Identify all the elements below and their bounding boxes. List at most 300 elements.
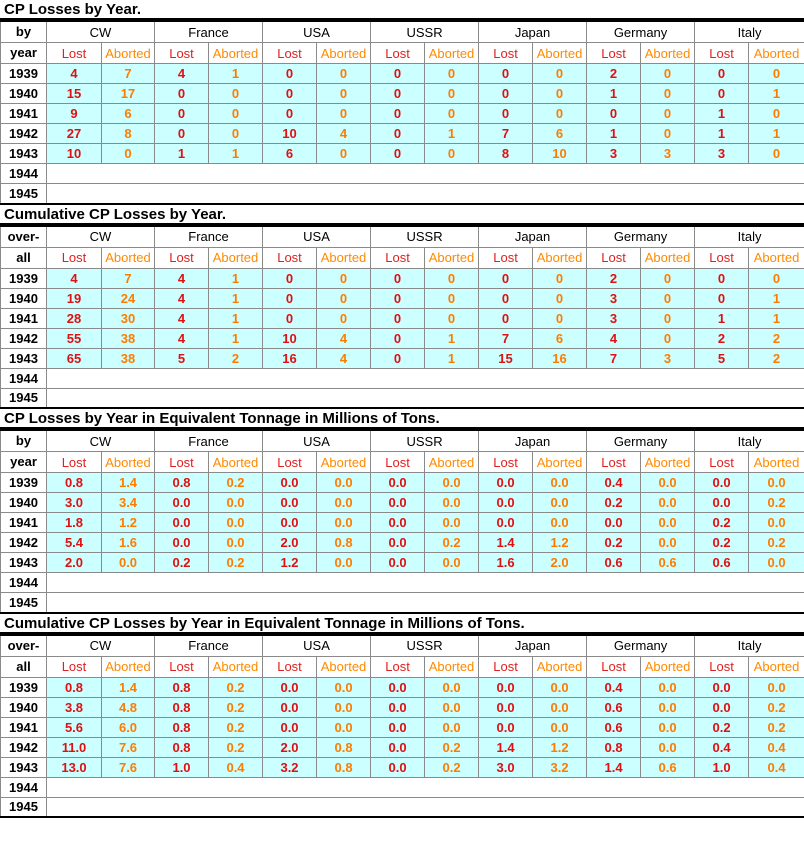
aborted-value: 0.0: [425, 493, 479, 513]
year-row: [1, 717, 804, 737]
aborted-value: 0: [317, 268, 371, 288]
year-row: [1, 288, 804, 308]
aborted-value: 0: [425, 64, 479, 84]
lost-value: 0.0: [479, 717, 533, 737]
lost-value: 0.0: [371, 553, 425, 573]
lost-value: 10: [263, 124, 317, 144]
aborted-value: 0.0: [317, 677, 371, 697]
lost-value: 55: [47, 328, 102, 348]
empty-year-cells: [47, 797, 804, 817]
lost-value: 10: [263, 328, 317, 348]
country-header: USSR: [371, 635, 479, 657]
aborted-value: 0.0: [533, 513, 587, 533]
aborted-subheader: Aborted: [425, 452, 479, 473]
lost-value: 0.0: [371, 473, 425, 493]
country-header: USSR: [371, 430, 479, 452]
aborted-subheader: Aborted: [641, 43, 695, 64]
aborted-value: 0.4: [749, 757, 804, 777]
aborted-value: 0.4: [209, 757, 263, 777]
year-label: 1941: [1, 308, 47, 328]
country-header: Italy: [695, 430, 804, 452]
aborted-value: 3.2: [533, 757, 587, 777]
year-row: [1, 757, 804, 777]
lost-subheader: Lost: [587, 452, 641, 473]
year-label: 1940: [1, 493, 47, 513]
year-row: [1, 124, 804, 144]
country-header: USA: [263, 430, 371, 452]
aborted-value: 4: [317, 348, 371, 368]
lost-value: 0: [371, 104, 425, 124]
aborted-value: 0: [533, 84, 587, 104]
aborted-value: 0.0: [533, 473, 587, 493]
aborted-value: 0.0: [533, 717, 587, 737]
aborted-value: 0.0: [641, 677, 695, 697]
lost-subheader: Lost: [587, 43, 641, 64]
aborted-value: 0.2: [749, 493, 804, 513]
lost-value: 0.2: [695, 513, 749, 533]
lost-value: 3.0: [479, 757, 533, 777]
year-row: [1, 493, 804, 513]
aborted-value: 0.0: [317, 473, 371, 493]
aborted-subheader: Aborted: [317, 656, 371, 677]
country-header: Germany: [587, 635, 695, 657]
lost-value: 1.0: [695, 757, 749, 777]
aborted-subheader: Aborted: [533, 247, 587, 268]
year-row: [1, 513, 804, 533]
lost-subheader: Lost: [695, 247, 749, 268]
aborted-value: 0: [533, 104, 587, 124]
lost-value: 7: [587, 348, 641, 368]
aborted-subheader: Aborted: [533, 452, 587, 473]
aborted-value: 1.2: [533, 533, 587, 553]
lost-value: 1: [155, 144, 209, 164]
aborted-value: 0.0: [425, 717, 479, 737]
lost-value: 0.0: [371, 737, 425, 757]
aborted-value: 1.4: [102, 677, 155, 697]
aborted-value: 0: [425, 268, 479, 288]
year-row: [1, 697, 804, 717]
aborted-value: 0: [533, 288, 587, 308]
lost-value: 4: [587, 328, 641, 348]
aborted-subheader: Aborted: [425, 656, 479, 677]
lost-value: 0.6: [587, 697, 641, 717]
aborted-value: 0.2: [209, 677, 263, 697]
lost-value: 0.0: [263, 717, 317, 737]
aborted-value: 0.0: [533, 493, 587, 513]
lost-value: 1.4: [479, 737, 533, 757]
lost-value: 2.0: [263, 533, 317, 553]
empty-year-cells: [47, 593, 804, 613]
lost-value: 0.0: [371, 677, 425, 697]
year-row: [1, 533, 804, 553]
year-row: [1, 64, 804, 84]
lost-value: 65: [47, 348, 102, 368]
aborted-value: 0: [641, 308, 695, 328]
aborted-subheader: Aborted: [425, 247, 479, 268]
aborted-value: 6: [533, 328, 587, 348]
aborted-subheader: Aborted: [749, 452, 804, 473]
aborted-value: 0: [317, 104, 371, 124]
aborted-value: 4: [317, 328, 371, 348]
aborted-value: 0: [641, 268, 695, 288]
losses-table: [0, 20, 804, 205]
aborted-subheader: Aborted: [102, 247, 155, 268]
lost-subheader: Lost: [587, 247, 641, 268]
lost-subheader: Lost: [155, 43, 209, 64]
lost-value: 7: [479, 328, 533, 348]
lost-value: 0.6: [695, 553, 749, 573]
year-label: 1941: [1, 717, 47, 737]
lost-value: 11.0: [47, 737, 102, 757]
aborted-value: 0: [425, 288, 479, 308]
aborted-value: 1: [209, 288, 263, 308]
aborted-value: 0: [317, 288, 371, 308]
aborted-value: 0: [641, 64, 695, 84]
aborted-value: 1: [209, 328, 263, 348]
lost-value: 4: [47, 64, 102, 84]
country-header: France: [155, 635, 263, 657]
aborted-subheader: Aborted: [317, 452, 371, 473]
year-label: 1940: [1, 84, 47, 104]
aborted-value: 0: [641, 124, 695, 144]
lost-value: 0: [263, 288, 317, 308]
aborted-subheader: Aborted: [641, 656, 695, 677]
year-row: [1, 777, 804, 797]
year-row: [1, 268, 804, 288]
aborted-value: 0.0: [425, 677, 479, 697]
corner-label-top: over-: [1, 226, 47, 248]
year-label: 1944: [1, 368, 47, 388]
aborted-value: 0: [209, 124, 263, 144]
year-label: 1942: [1, 328, 47, 348]
year-label: 1942: [1, 124, 47, 144]
year-row: [1, 737, 804, 757]
lost-subheader: Lost: [695, 452, 749, 473]
aborted-value: 0.0: [749, 473, 804, 493]
corner-label-bottom: year: [1, 452, 47, 473]
aborted-value: 7.6: [102, 757, 155, 777]
aborted-value: 1: [425, 328, 479, 348]
lost-subheader: Lost: [47, 452, 102, 473]
lost-value: 0.8: [47, 473, 102, 493]
lost-value: 0: [479, 268, 533, 288]
losses-table: [0, 225, 804, 410]
lost-value: 0.0: [371, 697, 425, 717]
lost-value: 4: [155, 328, 209, 348]
aborted-value: 0: [749, 104, 804, 124]
lost-value: 0.0: [371, 533, 425, 553]
lost-subheader: Lost: [263, 43, 317, 64]
lost-value: 3: [695, 144, 749, 164]
aborted-value: 7: [102, 64, 155, 84]
aborted-value: 1: [209, 64, 263, 84]
aborted-value: 0: [209, 84, 263, 104]
lost-value: 0.8: [155, 677, 209, 697]
aborted-value: 0.4: [749, 737, 804, 757]
year-label: 1944: [1, 777, 47, 797]
aborted-value: 0.8: [317, 757, 371, 777]
corner-label-top: over-: [1, 635, 47, 657]
year-row: [1, 797, 804, 817]
aborted-value: 0: [749, 268, 804, 288]
lost-value: 1: [695, 104, 749, 124]
lost-value: 0.0: [263, 493, 317, 513]
year-label: 1943: [1, 553, 47, 573]
lost-value: 0.0: [695, 677, 749, 697]
aborted-value: 0.2: [425, 757, 479, 777]
lost-subheader: Lost: [371, 452, 425, 473]
lost-subheader: Lost: [479, 656, 533, 677]
aborted-value: 0: [209, 104, 263, 124]
empty-year-cells: [47, 164, 804, 184]
aborted-value: 1: [425, 348, 479, 368]
lost-value: 0: [155, 124, 209, 144]
lost-value: 0: [155, 84, 209, 104]
lost-value: 16: [263, 348, 317, 368]
aborted-value: 0.6: [641, 553, 695, 573]
aborted-value: 16: [533, 348, 587, 368]
lost-value: 4: [155, 308, 209, 328]
lost-value: 0.8: [587, 737, 641, 757]
aborted-value: 0: [317, 84, 371, 104]
section-title: CP Losses by Year.: [0, 0, 804, 20]
lost-value: 5: [155, 348, 209, 368]
lost-value: 8: [479, 144, 533, 164]
corner-label-top: by: [1, 430, 47, 452]
lost-value: 0.0: [587, 513, 641, 533]
lost-value: 0: [479, 288, 533, 308]
lost-value: 0.0: [695, 473, 749, 493]
lost-value: 6: [263, 144, 317, 164]
aborted-subheader: Aborted: [749, 43, 804, 64]
lost-value: 0.6: [587, 553, 641, 573]
year-label: 1945: [1, 388, 47, 408]
lost-value: 0: [371, 328, 425, 348]
lost-value: 0.2: [155, 553, 209, 573]
lost-value: 2: [587, 64, 641, 84]
lost-subheader: Lost: [695, 43, 749, 64]
lost-value: 1: [695, 124, 749, 144]
lost-value: 0.0: [479, 493, 533, 513]
aborted-value: 1.4: [102, 473, 155, 493]
lost-value: 0.2: [587, 493, 641, 513]
aborted-value: 1.6: [102, 533, 155, 553]
lost-subheader: Lost: [371, 247, 425, 268]
year-label: 1940: [1, 288, 47, 308]
lost-value: 0: [695, 268, 749, 288]
lost-value: 0: [479, 64, 533, 84]
lost-subheader: Lost: [155, 656, 209, 677]
lost-subheader: Lost: [695, 656, 749, 677]
section-title: Cumulative CP Losses by Year in Equivalent Tonnage in Millions of Tons.: [0, 614, 804, 634]
aborted-subheader: Aborted: [102, 656, 155, 677]
lost-value: 0: [263, 64, 317, 84]
lost-value: 0: [155, 104, 209, 124]
lost-value: 2.0: [263, 737, 317, 757]
country-header: Japan: [479, 226, 587, 248]
aborted-value: 38: [102, 348, 155, 368]
lost-value: 0: [371, 348, 425, 368]
lost-value: 15: [479, 348, 533, 368]
aborted-value: 3: [641, 144, 695, 164]
aborted-subheader: Aborted: [641, 452, 695, 473]
country-header: CW: [47, 21, 155, 43]
lost-subheader: Lost: [155, 452, 209, 473]
lost-value: 0.0: [155, 533, 209, 553]
aborted-value: 0: [317, 308, 371, 328]
aborted-value: 0: [102, 144, 155, 164]
aborted-value: 0.2: [749, 697, 804, 717]
aborted-value: 0.0: [641, 513, 695, 533]
year-label: 1939: [1, 64, 47, 84]
aborted-value: 0.2: [209, 473, 263, 493]
year-label: 1943: [1, 144, 47, 164]
aborted-value: 0.2: [425, 737, 479, 757]
aborted-value: 6: [102, 104, 155, 124]
year-label: 1939: [1, 677, 47, 697]
aborted-value: 0.2: [209, 717, 263, 737]
aborted-value: 1: [749, 124, 804, 144]
country-header: Japan: [479, 430, 587, 452]
lost-value: 0: [371, 144, 425, 164]
aborted-value: 6: [533, 124, 587, 144]
aborted-value: 0.0: [749, 677, 804, 697]
aborted-value: 1.2: [533, 737, 587, 757]
aborted-value: 0: [641, 84, 695, 104]
lost-value: 0: [479, 104, 533, 124]
lost-subheader: Lost: [587, 656, 641, 677]
lost-value: 5: [695, 348, 749, 368]
aborted-subheader: Aborted: [209, 247, 263, 268]
lost-subheader: Lost: [263, 656, 317, 677]
year-row: [1, 144, 804, 164]
lost-value: 4: [47, 268, 102, 288]
lost-subheader: Lost: [263, 247, 317, 268]
lost-subheader: Lost: [479, 43, 533, 64]
aborted-value: 0.2: [425, 533, 479, 553]
lost-subheader: Lost: [47, 43, 102, 64]
aborted-value: 0.0: [317, 553, 371, 573]
aborted-value: 0.0: [425, 553, 479, 573]
year-row: [1, 573, 804, 593]
aborted-value: 1: [209, 308, 263, 328]
lost-value: 0.0: [479, 677, 533, 697]
lost-value: 15: [47, 84, 102, 104]
aborted-subheader: Aborted: [102, 452, 155, 473]
empty-year-cells: [47, 368, 804, 388]
lost-value: 0.0: [479, 513, 533, 533]
aborted-value: 7.6: [102, 737, 155, 757]
lost-value: 0: [371, 84, 425, 104]
lost-value: 1.2: [263, 553, 317, 573]
lost-value: 7: [479, 124, 533, 144]
year-row: [1, 348, 804, 368]
year-row: [1, 308, 804, 328]
country-header: USSR: [371, 21, 479, 43]
lost-value: 1.6: [479, 553, 533, 573]
lost-value: 0: [479, 308, 533, 328]
lost-subheader: Lost: [263, 452, 317, 473]
lost-value: 2: [587, 268, 641, 288]
lost-value: 1.0: [155, 757, 209, 777]
aborted-value: 0: [425, 308, 479, 328]
year-row: [1, 164, 804, 184]
aborted-value: 0: [533, 64, 587, 84]
year-row: [1, 84, 804, 104]
lost-value: 5.6: [47, 717, 102, 737]
lost-value: 19: [47, 288, 102, 308]
aborted-value: 0: [641, 288, 695, 308]
year-label: 1942: [1, 533, 47, 553]
losses-section-1: [0, 0, 804, 205]
year-row: [1, 368, 804, 388]
lost-value: 9: [47, 104, 102, 124]
year-label: 1945: [1, 797, 47, 817]
year-row: [1, 677, 804, 697]
lost-value: 0: [695, 64, 749, 84]
year-row: [1, 104, 804, 124]
lost-value: 0: [479, 84, 533, 104]
lost-value: 3: [587, 144, 641, 164]
lost-value: 2: [695, 328, 749, 348]
lost-value: 0.0: [479, 697, 533, 717]
year-label: 1943: [1, 757, 47, 777]
aborted-value: 0.6: [641, 757, 695, 777]
lost-value: 3.0: [47, 493, 102, 513]
empty-year-cells: [47, 573, 804, 593]
losses-table: [0, 634, 804, 819]
aborted-value: 6.0: [102, 717, 155, 737]
lost-value: 0: [371, 64, 425, 84]
lost-value: 0.8: [155, 473, 209, 493]
aborted-value: 8: [102, 124, 155, 144]
aborted-subheader: Aborted: [102, 43, 155, 64]
aborted-value: 1: [749, 288, 804, 308]
aborted-value: 0: [749, 144, 804, 164]
year-row: [1, 473, 804, 493]
aborted-subheader: Aborted: [533, 43, 587, 64]
lost-value: 3: [587, 308, 641, 328]
lost-value: 0.4: [587, 677, 641, 697]
lost-subheader: Lost: [155, 247, 209, 268]
lost-value: 4: [155, 288, 209, 308]
lost-value: 0: [371, 124, 425, 144]
lost-value: 0: [371, 268, 425, 288]
aborted-value: 1: [749, 84, 804, 104]
country-header: USA: [263, 635, 371, 657]
year-label: 1941: [1, 513, 47, 533]
country-header: Italy: [695, 635, 804, 657]
losses-section-4: [0, 614, 804, 819]
corner-label-bottom: year: [1, 43, 47, 64]
year-label: 1939: [1, 268, 47, 288]
aborted-value: 0: [533, 308, 587, 328]
corner-label-bottom: all: [1, 656, 47, 677]
country-header: Japan: [479, 21, 587, 43]
lost-subheader: Lost: [47, 656, 102, 677]
losses-table: [0, 429, 804, 614]
aborted-value: 0.8: [317, 737, 371, 757]
aborted-subheader: Aborted: [209, 452, 263, 473]
lost-value: 0.0: [155, 513, 209, 533]
aborted-value: 0.0: [641, 737, 695, 757]
country-header: USA: [263, 226, 371, 248]
aborted-value: 0.2: [209, 737, 263, 757]
aborted-value: 30: [102, 308, 155, 328]
lost-value: 0: [263, 308, 317, 328]
aborted-value: 0.2: [209, 697, 263, 717]
aborted-value: 0.0: [209, 493, 263, 513]
